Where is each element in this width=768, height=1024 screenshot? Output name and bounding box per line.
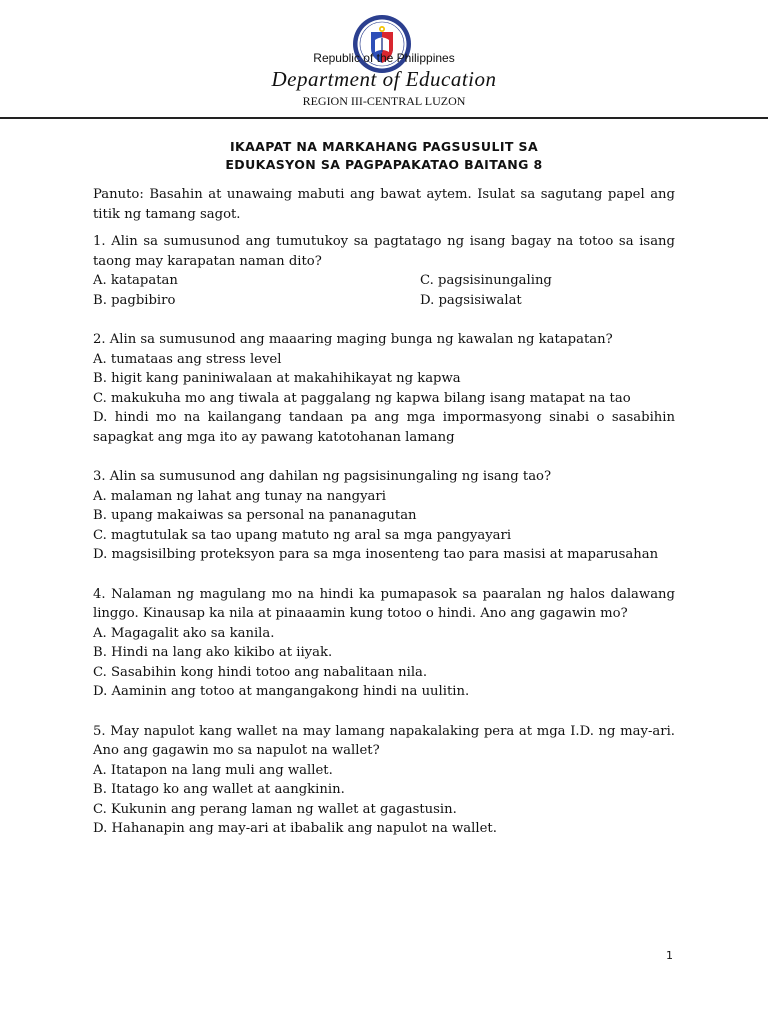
question-5 <box>93 722 675 839</box>
choice-a: A. Itatapon na lang muli ang wallet. <box>93 762 333 778</box>
choice-c: C. makukuha mo ang tiwala at paggalang ng kapwa bilang isang matapat na tao <box>93 390 631 406</box>
choice-c: C. pagsisinungaling <box>420 273 552 288</box>
region-label: REGION III-CENTRAL LUZON <box>302 94 466 108</box>
choice-a: A. malaman ng lahat ang tunay na nangyari <box>93 488 386 504</box>
question-stem: 1. Alin sa sumusunod ang tumutukoy sa pagtatago ng isang bagay na totoo sa isang taong may karapatan naman dito? <box>93 234 675 269</box>
choice-a: A. Magagalit ako sa kanila. <box>93 625 275 641</box>
choice-d: D. magsisilbing proteksyon para sa mga inosenteng tao para masisi at maparusahan <box>93 547 659 562</box>
choice-a: A. katapatan <box>93 273 178 288</box>
page-number: 1 <box>666 949 673 962</box>
choice-b: B. upang makaiwas sa personal na pananagutan <box>93 508 417 523</box>
choice-c: C. magtutulak sa tao upang matuto ng aral sa mga pangyayari <box>93 527 512 543</box>
question-stem: 5. May napulot kang wallet na may lamang napakalaking pera at mga I.D. ng may-ari. Ano ang gagawin mo sa napulot na wallet? <box>93 723 675 758</box>
choice-c: C. Kukunin ang perang laman ng wallet at gagastusin. <box>93 801 457 817</box>
question-1 <box>93 232 675 310</box>
choice-d: D. pagsisiwalat <box>420 292 522 308</box>
question-2 <box>93 330 675 447</box>
question-stem: 4. Nalaman ng magulang mo na hindi ka pumapasok sa paaralan ng halos dalawang linggo. Kinausap ka nila at pinaaamin kung totoo o hindi. Ano ang gagawin mo? <box>93 586 675 621</box>
department-name: Department of Education <box>271 67 497 91</box>
question-stem: 3. Alin sa sumusunod ang dahilan ng pagsisinungaling ng isang tao? <box>93 469 552 484</box>
choice-b: B. pagbibiro <box>93 292 176 308</box>
question-3 <box>93 467 675 565</box>
choices-grid <box>93 271 675 310</box>
choice-d: D. Hahanapin ang may-ari at ibabalik ang napulot na wallet. <box>93 821 497 836</box>
exam-title <box>0 138 768 174</box>
question-stem: 2. Alin sa sumusunod ang maaaring maging bunga ng kawalan ng katapatan? <box>93 332 613 347</box>
republic-label: Republic of the Philippines <box>313 51 455 65</box>
question-4 <box>93 585 675 702</box>
choice-a: A. tumataas ang stress level <box>93 351 282 367</box>
instructions: Panuto: Basahin at unawaing mabuti ang bawat aytem. Isulat sa sagutang papel ang titik ng tamang sagot. <box>93 187 675 222</box>
choice-c: C. Sasabihin kong hindi totoo ang nabalitaan nila. <box>93 664 428 680</box>
exam-title-line-2: EDUKASYON SA PAGPAPAKATAO BAITANG 8 <box>225 157 543 172</box>
choice-b: B. Itatago ko ang wallet at aangkinin. <box>93 782 345 797</box>
exam-body <box>93 185 675 859</box>
deped-seal-logo <box>352 14 412 74</box>
exam-title-line-1: IKAAPAT NA MARKAHANG PAGSUSULIT SA <box>229 139 539 154</box>
choice-b: B. higit kang paniniwalaan at makahihikayat ng kapwa <box>93 371 461 386</box>
choice-b: B. Hindi na lang ako kikibo at iiyak. <box>93 645 333 660</box>
choice-d: D. hindi mo na kailangang tandaan pa ang mga impormasyong sinabi o sasabihin sapagkat ang mga ito ay pawang katotohanan lamang <box>93 410 675 445</box>
header-divider <box>0 117 768 119</box>
choice-d: D. Aaminin ang totoo at mangangakong hindi na uulitin. <box>93 684 470 699</box>
